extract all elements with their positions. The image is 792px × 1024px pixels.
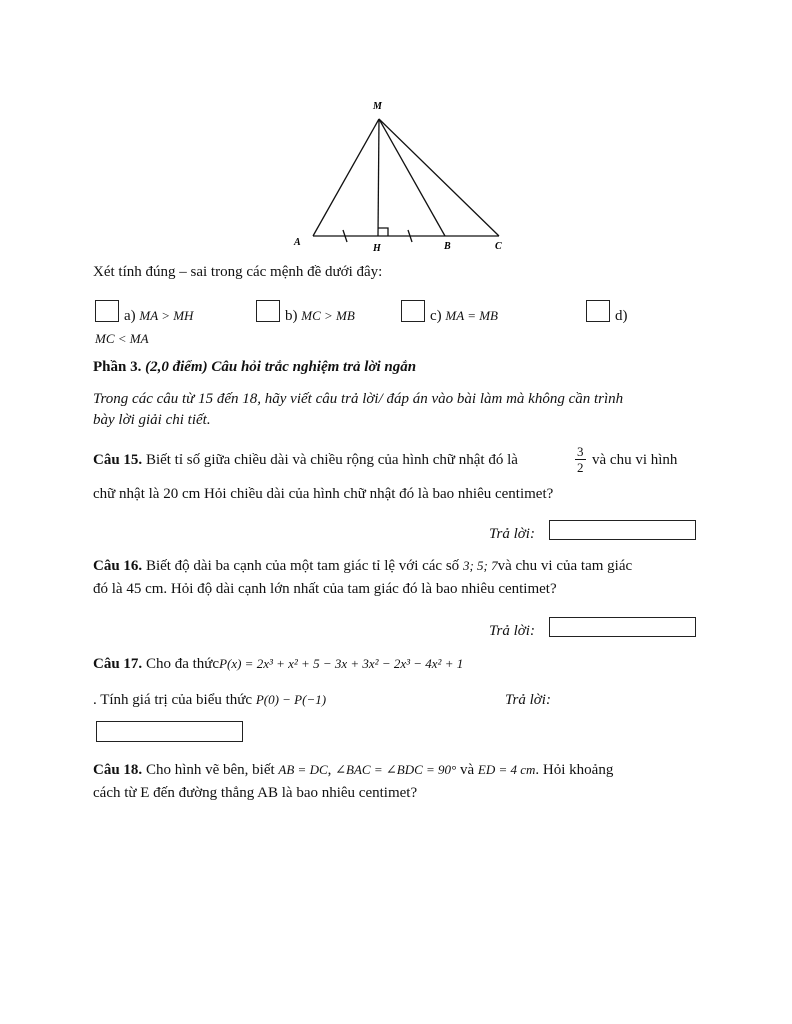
q17-text-a: Cho đa thức [145, 656, 220, 672]
option-b-letter: b) [285, 308, 298, 324]
q16-line2-a: đó là [93, 581, 123, 597]
q18-line1: Câu 18. Cho hình vẽ bên, biết AB = DC, ∠BAC = ∠BDC = 90° và ED = 4 cm. Hỏi khoảng [93, 762, 614, 778]
q16-line2 [93, 581, 557, 598]
q16-label: Câu 16. [93, 558, 143, 574]
label-b: B [444, 241, 451, 252]
q17-line2 [93, 692, 326, 709]
q15-text-a: Biết tỉ số giữa chiều dài và chiều rộng của hình chữ nhật đó là [145, 452, 518, 468]
q18-cond1: AB = DC [278, 762, 328, 777]
option-d-checkbox[interactable] [586, 300, 610, 322]
q16-perimeter: 45 cm. [126, 581, 168, 597]
q15-answer-label: Trả lời: [489, 526, 535, 542]
q16-answer-box[interactable] [549, 617, 696, 637]
part3-label: Phần 3. [93, 359, 142, 375]
option-b [285, 308, 355, 325]
q18-text-va: và [459, 762, 475, 778]
part3-instruction-1: Trong các câu từ 15 đến 18, hãy viết câu trả lời/ đáp án vào bài làm mà không cần trình [93, 391, 624, 407]
q16-line1 [93, 558, 632, 575]
option-a-checkbox[interactable] [95, 300, 119, 322]
option-c [430, 308, 498, 325]
q17-answer-box[interactable] [96, 721, 243, 742]
label-m: M [373, 101, 382, 112]
q18-text-b: . Hỏi khoảng [535, 762, 614, 778]
q16-line2-b: Hỏi độ dài cạnh lớn nhất của tam giác đó là bao nhiêu centimet? [170, 581, 557, 597]
q16-nums: 3; 5; 7 [462, 558, 498, 573]
option-a-expr: MA > MH [139, 308, 194, 323]
q17-label: Câu 17. [93, 656, 143, 672]
q16-text-b: và chu vi của tam giác [497, 558, 633, 574]
label-a: A [294, 237, 301, 248]
option-b-expr: MC > MB [301, 308, 355, 323]
q17-line2-text: . Tính giá trị của biểu thức [93, 692, 253, 708]
option-d-letter: d) [615, 308, 628, 324]
label-c: C [495, 241, 502, 252]
q18-line2: cách từ E đến đường thẳng AB là bao nhiêu centimet? [93, 785, 418, 801]
q16-answer-label: Trả lời: [489, 623, 535, 639]
q15-label: Câu 15. [93, 452, 143, 468]
q15-line2: chữ nhật là 20 cm Hỏi chiều dài của hình chữ nhật đó là bao nhiêu centimet? [93, 486, 554, 502]
part3-title: (2,0 điểm) Câu hỏi trắc nghiệm trả lời ngắn [145, 359, 417, 375]
q17-polynomial: P(x) = 2x³ + x² + 5 − 3x + 3x² − 2x³ − 4x² + 1 [219, 656, 464, 671]
option-c-checkbox[interactable] [401, 300, 425, 322]
label-h: H [373, 243, 381, 254]
q15-line1 [93, 452, 518, 469]
q15-fraction [575, 444, 586, 475]
option-a-letter: a) [124, 308, 136, 324]
option-c-expr: MA = MB [445, 308, 498, 323]
option-a [124, 308, 193, 325]
q15-frac-num: 3 [577, 444, 584, 459]
q18-cond3: ED = 4 cm [477, 762, 536, 777]
option-d-expr: MC < MA [95, 331, 149, 346]
q15-text-b: và chu vi hình [592, 452, 678, 468]
q15-frac-den: 2 [577, 460, 584, 475]
option-b-checkbox[interactable] [256, 300, 280, 322]
q18-label: Câu 18. [93, 762, 143, 778]
q17-line1 [93, 656, 463, 673]
q16-text-a: Biết độ dài ba cạnh của một tam giác tỉ lệ với các số [145, 558, 460, 574]
part3-heading [93, 359, 416, 376]
q17-answer-label: Trả lời: [505, 692, 551, 708]
q18-cond2: ∠BAC = ∠BDC = 90° [335, 762, 457, 777]
option-c-letter: c) [430, 308, 442, 324]
intro-text: Xét tính đúng – sai trong các mệnh đề dưới đây: [93, 264, 383, 280]
part3-instruction-2: bày lời giải chi tiết. [93, 412, 211, 428]
q18-text-a: Cho hình vẽ bên, biết [145, 762, 275, 778]
q17-expression: P(0) − P(−1) [255, 692, 327, 707]
triangle-figure [285, 95, 515, 255]
q15-answer-box[interactable] [549, 520, 696, 540]
